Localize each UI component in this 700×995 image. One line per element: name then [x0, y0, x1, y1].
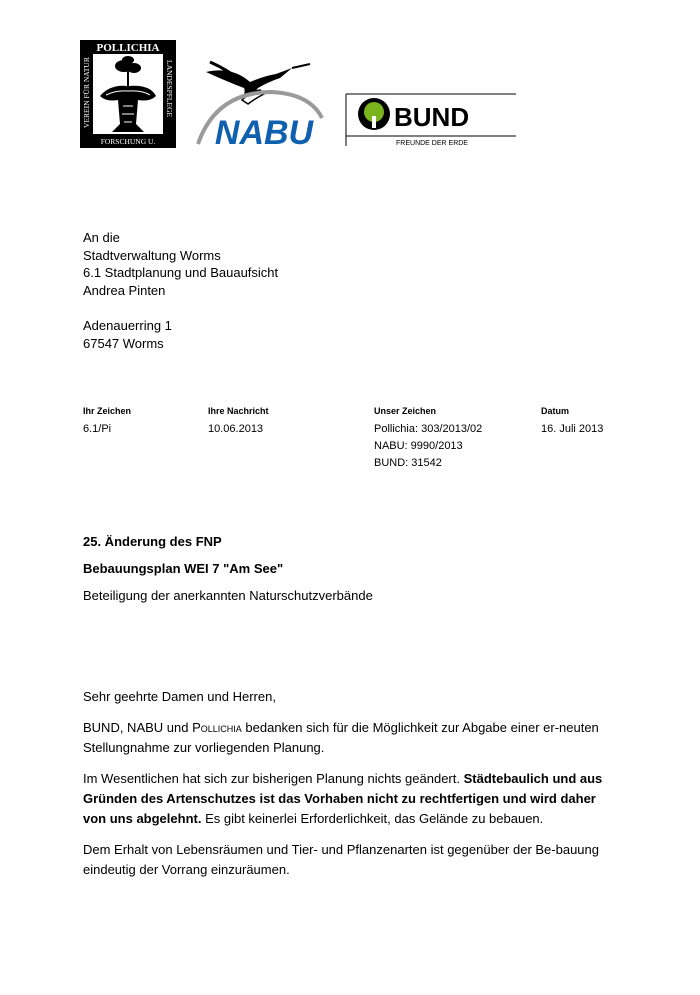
salutation: Sehr geehrte Damen und Herren, [83, 689, 276, 704]
pollichia-logo [80, 40, 176, 148]
nabu-logo [192, 52, 332, 148]
ref-ihre-nachricht: Ihre Nachricht 10.06.2013 [208, 406, 269, 435]
recipient-address [83, 229, 278, 352]
letterhead-logos [80, 40, 520, 152]
svg-text:POLLICHIA: POLLICHIA [96, 42, 160, 54]
svg-text:BUND: BUND [394, 102, 470, 132]
address-line: Stadtverwaltung Worms [83, 247, 221, 263]
svg-text:LANDESPFLEGE: LANDESPFLEGE [165, 60, 174, 118]
svg-text:FREUNDE DER ERDE: FREUNDE DER ERDE [396, 140, 468, 147]
ref-unser-zeichen: Unser Zeichen Pollichia: 303/2013/02 NABU: 9990/2013 BUND: 31542 [374, 406, 483, 469]
paragraph-2: Im Wesentlichen hat sich zur bisherigen Planung nichts geändert. Städtebaulich und aus Gründen des Artenschutzes ist das Vorhaben nicht zu rechtfertigen und wird daher von uns abgelehnt. Es gibt keinerlei Erforderlichkeit, das Gelände zu bebauen. [83, 771, 603, 826]
address-street: Adenauerring 1 [83, 317, 172, 333]
address-line: Andrea Pinten [83, 282, 166, 298]
address-city: 67547 Worms [83, 335, 164, 351]
paragraph-1: BUND, NABU und Pollichia bedanken sich für die Möglichkeit zur Abgabe einer er-neuten Stellungnahme zur vorliegenden Planung. [83, 720, 599, 755]
pollichia-name: Pollichia [192, 720, 242, 735]
svg-text:NABU: NABU [214, 114, 314, 148]
svg-text:VEREIN FÜR NATUR: VEREIN FÜR NATUR [82, 57, 91, 128]
ref-datum: Datum 16. Juli 2013 [541, 406, 604, 435]
subject-line-3: Beteiligung der anerkannten Naturschutzverbände [83, 588, 373, 603]
address-line: 6.1 Stadtplanung und Bauaufsicht [83, 265, 279, 281]
svg-text:FORSCHUNG U.: FORSCHUNG U. [100, 137, 156, 146]
bund-logo [344, 92, 519, 148]
letter-subject [83, 534, 373, 615]
ref-ihr-zeichen: Ihr Zeichen 6.1/Pi [83, 406, 132, 435]
subject-line-2: Bebauungsplan WEI 7 "Am See" [83, 561, 284, 576]
letter-body [83, 687, 608, 891]
paragraph-3: Dem Erhalt von Lebensräumen und Tier- und Pflanzenarten ist gegenüber der Be-bauung eindeutig der Vorrang einzuräumen. [83, 842, 599, 877]
subject-line-1: 25. Änderung des FNP [83, 534, 222, 549]
address-line: An die [83, 230, 120, 245]
